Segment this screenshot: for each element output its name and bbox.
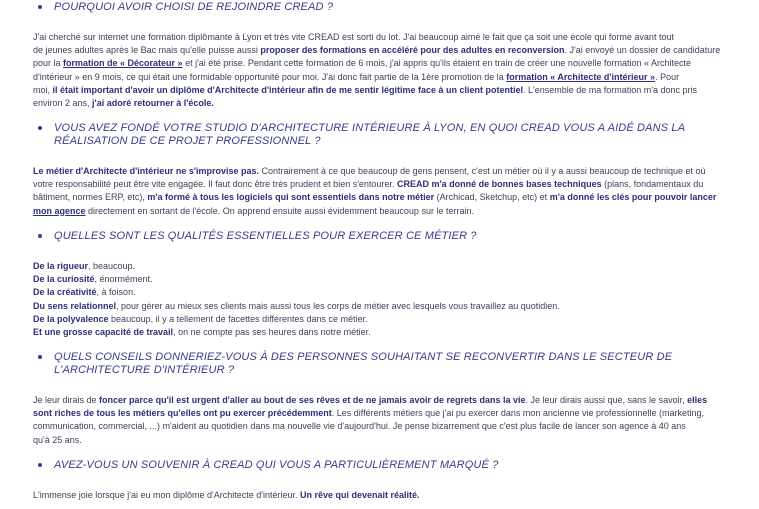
text-line bbox=[33, 489, 731, 502]
text-line bbox=[33, 394, 731, 407]
text-line bbox=[33, 44, 731, 57]
answer-paragraph bbox=[33, 165, 731, 218]
inline-link[interactable]: formation de « Décorateur » bbox=[63, 58, 183, 69]
plain-text: Contrairement à ce que beaucoup de gens pensent, c'est un métier où il y a aussi beaucoup de technique et où bbox=[259, 166, 706, 176]
question-text: POURQUOI AVOIR CHOISI DE REJOINDRE CREAD ? bbox=[54, 1, 334, 13]
plain-text: . J'ai envoyé un dossier de candidature bbox=[564, 45, 721, 56]
bold-text: m'a formé à tous les logiciels qui sont essentiels dans notre métier bbox=[147, 192, 435, 203]
answer-paragraph bbox=[33, 394, 731, 447]
plain-text: (Archicad, Sketchup, etc) et bbox=[434, 192, 550, 203]
plain-text: de jeunes adultes après le Bac mais qu'elle puisse aussi bbox=[33, 45, 261, 56]
plain-text: qu'à 25 ans. bbox=[33, 434, 82, 445]
question-heading bbox=[38, 230, 731, 243]
plain-text: . Les différents métiers que j'ai pu exercer dans mon ancienne vie professionnelle (marketing, bbox=[331, 408, 705, 419]
plain-text: , beaucoup. bbox=[88, 261, 136, 271]
bold-text: De la créativité bbox=[33, 287, 97, 298]
bold-text: Un rêve qui devenait réalité. bbox=[300, 490, 420, 500]
bold-text: m'a donné les clés pour pouvoir lancer bbox=[549, 192, 717, 203]
text-line bbox=[33, 71, 731, 84]
text-line bbox=[33, 165, 731, 178]
plain-text: moi, bbox=[33, 84, 53, 95]
plain-text: , à foison. bbox=[96, 287, 136, 298]
question-text: QUELLES SONT LES QUALITÉS ESSENTIELLES POUR EXERCER CE MÉTIER ? bbox=[54, 230, 477, 242]
answer-paragraph bbox=[33, 489, 731, 502]
plain-text: beaucoup, il y a tellement de facettes différentes dans ce métier. bbox=[108, 313, 368, 324]
bullet-icon bbox=[38, 234, 42, 238]
plain-text: communication, commercial, ...) m'aident au quotidien dans ma nouvelle vie d'aujourd'hui. Je pense bizarrement que c'est plus facile de lancer son agence à 40 ans bbox=[33, 421, 686, 432]
bold-text: CREAD m'a donné de bonnes bases techniques bbox=[396, 179, 602, 190]
bold-text: De la polyvalence bbox=[33, 313, 109, 324]
bold-text: Et une grosse capacité de travail bbox=[33, 326, 174, 337]
answer-paragraph bbox=[33, 31, 731, 110]
bullet-icon bbox=[38, 355, 42, 359]
text-line bbox=[33, 273, 731, 286]
question-text: VOUS AVEZ FONDÉ VOTRE STUDIO D'ARCHITECTURE INTÉRIEURE À LYON, EN QUOI CREAD VOUS A AIDÉ DANS LA RÉALISATION DE CE PROJET PROFESSIONNEL ? bbox=[54, 122, 685, 147]
plain-text: environ 2 ans, bbox=[33, 97, 93, 108]
text-line bbox=[33, 420, 731, 433]
plain-text: (plans, fondamentaux du bbox=[601, 179, 704, 190]
bullet-icon bbox=[38, 5, 42, 9]
question-text: AVEZ-VOUS UN SOUVENIR À CREAD QUI VOUS A PARTICULIÈREMENT MARQUÉ ? bbox=[54, 459, 499, 471]
text-line bbox=[33, 191, 731, 204]
text-line bbox=[33, 57, 731, 70]
plain-text: , pour gérer au mieux ses clients mais aussi tous les corps de métier avec lesquels vous travaillez au quotidien. bbox=[116, 300, 560, 311]
plain-text: directement en sortant de l'école. On apprend ensuite aussi évidemment beaucoup sur le terrain. bbox=[85, 205, 474, 216]
text-line bbox=[33, 84, 731, 97]
text-line bbox=[33, 326, 731, 339]
text-line bbox=[33, 205, 731, 218]
bullet-icon bbox=[38, 126, 42, 130]
plain-text: . Je leur dirais aussi que, sans le savoir, bbox=[525, 395, 688, 405]
question-heading bbox=[38, 1, 731, 14]
inline-link[interactable]: formation « Architecte d'intérieur » bbox=[506, 71, 656, 82]
text-line bbox=[33, 300, 731, 313]
plain-text: et j'ai été prise. Pendant cette formation de 6 mois, j'ai appris qu'ils étaient en train de créer une nouvelle formation « Architecte bbox=[182, 58, 692, 69]
plain-text: . Pour bbox=[655, 71, 680, 82]
plain-text: pour la bbox=[33, 58, 64, 69]
text-line bbox=[33, 31, 731, 44]
question-heading bbox=[38, 351, 731, 377]
bold-text: Du sens relationnel bbox=[33, 300, 117, 311]
question-heading bbox=[38, 459, 731, 472]
plain-text: Je leur dirais de bbox=[33, 395, 100, 405]
plain-text: . L'ensemble de ma formation m'a donc pris bbox=[523, 84, 698, 95]
text-line bbox=[33, 407, 731, 420]
bold-text: foncer parce qu'il est urgent d'aller au bout de ses rêves et de ne jamais avoir de regrets dans la vie bbox=[99, 395, 526, 405]
plain-text: votre responsabilité peut être vite engagée. Il faut donc être très prudent et bien s'entourer. bbox=[33, 179, 397, 190]
question-heading bbox=[38, 122, 731, 148]
bold-text: proposer des formations en accéléré pour des adultes en reconversion bbox=[260, 45, 565, 56]
text-line bbox=[33, 313, 731, 326]
question-text: QUELS CONSEILS DONNERIEZ-VOUS À DES PERSONNES SOUHAITANT SE RECONVERTIR DANS LE SECTEUR DE L'ARCHITECTURE D'INTÉRIEUR ? bbox=[54, 351, 673, 376]
plain-text: , énormément. bbox=[94, 274, 153, 285]
inline-link[interactable]: mon agence bbox=[33, 205, 86, 216]
bullet-icon bbox=[38, 463, 42, 467]
plain-text: J'ai cherché sur internet une formation diplômante à Lyon et très vite CREAD est sorti du lot. J'ai beaucoup aimé le fait que ça soit une école qui forme avant tout bbox=[33, 32, 674, 42]
text-line bbox=[33, 260, 731, 273]
text-line bbox=[33, 97, 731, 110]
bold-text: sont riches de tous les métiers qu'elles ont pu exercer précédemment bbox=[33, 408, 332, 419]
plain-text: , on ne compte pas ses heures dans notre métier. bbox=[173, 326, 371, 337]
bold-text: Le métier d'Architecte d'intérieur ne s'improvise pas. bbox=[33, 166, 259, 176]
text-line bbox=[33, 178, 731, 191]
plain-text: bâtiment, normes ERP, etc), bbox=[33, 192, 148, 203]
plain-text: L'immense joie lorsque j'ai eu mon diplôme d'Architecte d'intérieur. bbox=[33, 490, 301, 500]
answer-paragraph bbox=[33, 260, 731, 339]
bold-text: il était important d'avoir un diplôme d'Architecte d'intérieur afin de me sentir légitime face à un client potentiel bbox=[52, 84, 524, 95]
bold-text: j'ai adoré retourner à l'école. bbox=[92, 97, 214, 108]
plain-text: d'intérieur » en 9 mois, ce qui était une formidable opportunité pour moi. J'ai donc fait partie de la 1ère promotion de la bbox=[33, 71, 507, 82]
text-line bbox=[33, 286, 731, 299]
text-line bbox=[33, 434, 731, 447]
bold-text: elles bbox=[687, 395, 708, 405]
bold-text: De la curiosité bbox=[33, 274, 95, 285]
bold-text: De la rigueur bbox=[33, 261, 89, 271]
